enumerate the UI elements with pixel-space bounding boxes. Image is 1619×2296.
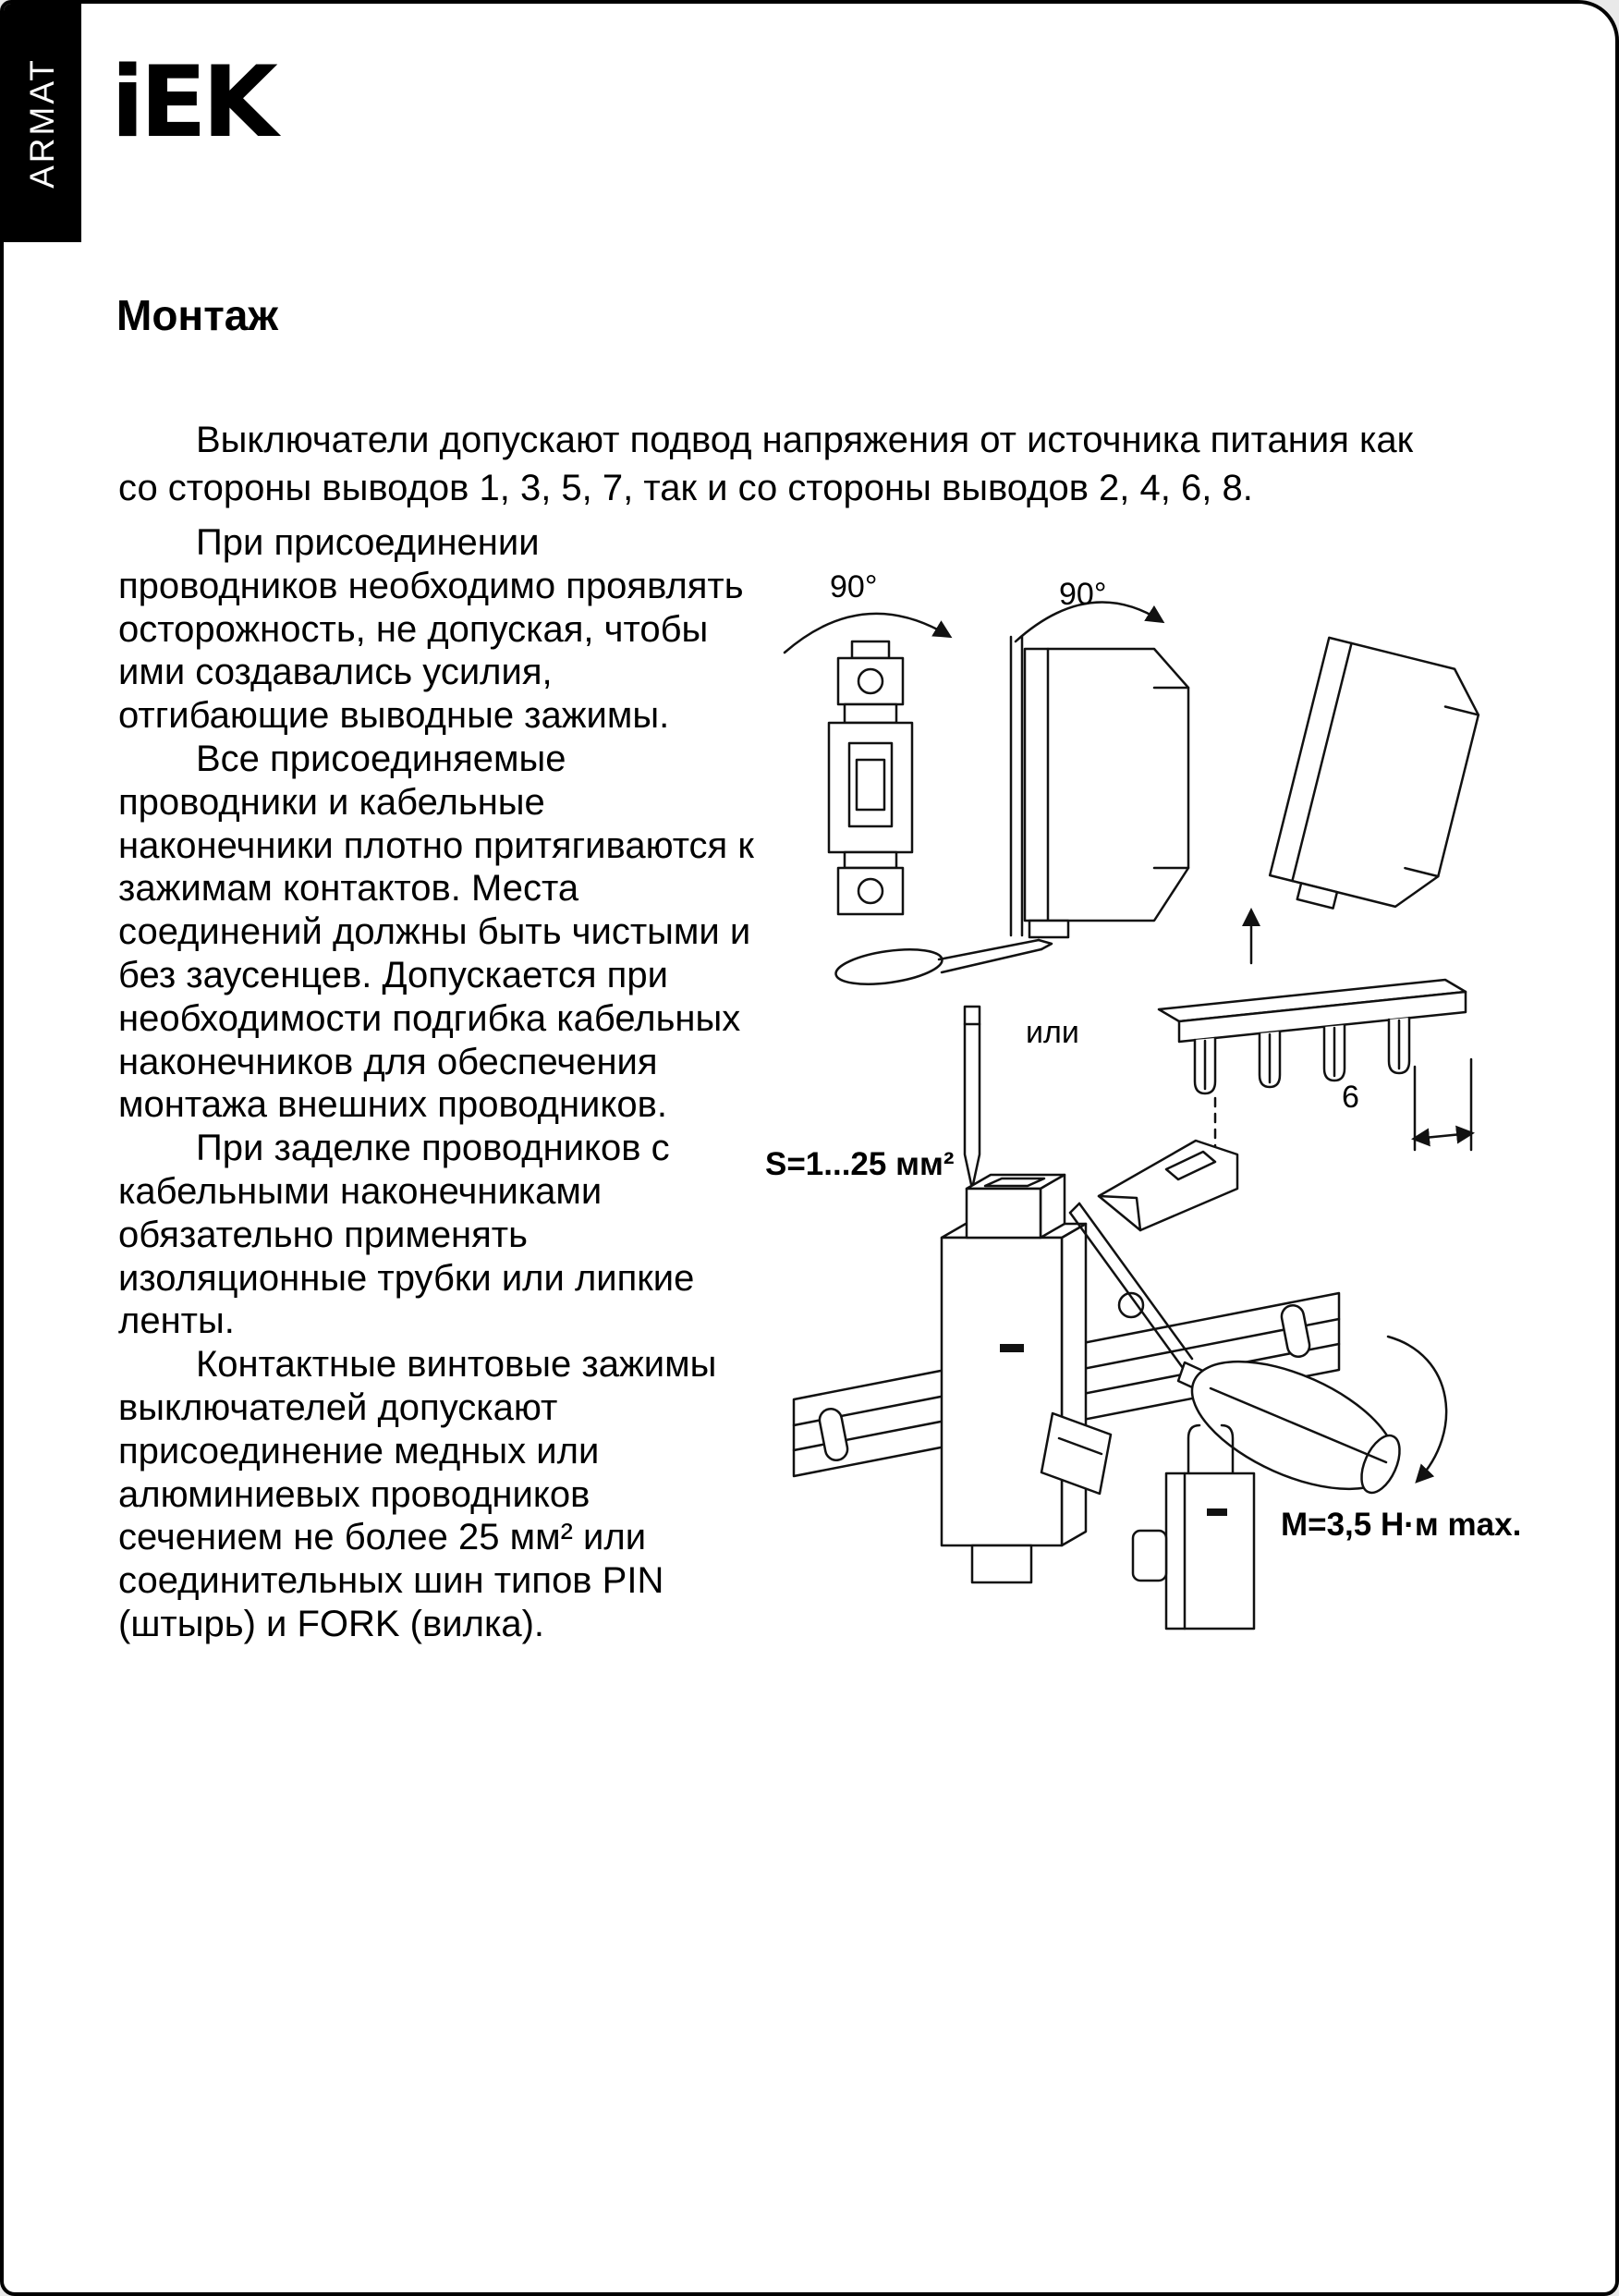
fig-side-view-removal — [1266, 638, 1488, 931]
body-paragraph-1: При присоединении проводников необходимо проявлять осторожность, не допуская, чтобы ими создавались усилия, отгибающие выводные зажимы. — [118, 522, 744, 737]
torque-label: M=3,5 Н·м max. — [1281, 1507, 1522, 1543]
cross-section-label: S=1...25 мм² — [765, 1146, 955, 1182]
armat-sidebar-tab — [4, 4, 81, 242]
body-paragraph-3: При заделке проводников с кабельными наконечниками обязательно применять изоляционные трубки или липкие ленты. — [118, 1128, 695, 1342]
intro-paragraph: Выключатели допускают подвод напряжения от источника питания как со стороны выводов 1, 3, 5, 7, так и со стороны выводов 2, 4, 6, 8. — [118, 420, 1414, 508]
fig-terminal-shroud — [1099, 1141, 1237, 1230]
pitch-label: 6 — [1342, 1080, 1359, 1115]
fig-dimension-6 — [1415, 1059, 1471, 1150]
body-paragraph-2: Все присоединяемые проводники и кабельные наконечники плотно притягиваются к зажимам контактов. Места соединений должны быть чистыми и без заусенцев. Допускается при необходимости подгибка кабельных наконечников для обеспечения монтажа внешних проводников. — [118, 738, 754, 1126]
installation-figures-svg — [734, 549, 1512, 1723]
installation-figure — [734, 549, 1522, 1723]
section-title: Монтаж — [116, 291, 278, 339]
body-text-column — [118, 521, 754, 1646]
angle-label-right: 90° — [1059, 577, 1107, 612]
iek-logo: iEK — [111, 45, 274, 159]
fig-wire — [965, 1007, 980, 1189]
fig-circuit-breaker — [942, 1175, 1111, 1582]
fig-front-view — [785, 614, 949, 914]
body-paragraph-4: Контактные винтовые зажимы выключателей допускают присоединение медных или алюминиевых проводников сечением не более 25 мм² или соединительных шин типов PIN (штырь) и FORK (вилка). — [118, 1344, 717, 1644]
fig-fork-busbar — [1133, 1425, 1254, 1629]
fig-pin-busbar — [1159, 980, 1471, 1161]
armat-label: ARMAT — [23, 57, 62, 189]
angle-label-left: 90° — [830, 569, 878, 605]
or-label: или — [1026, 1015, 1079, 1050]
